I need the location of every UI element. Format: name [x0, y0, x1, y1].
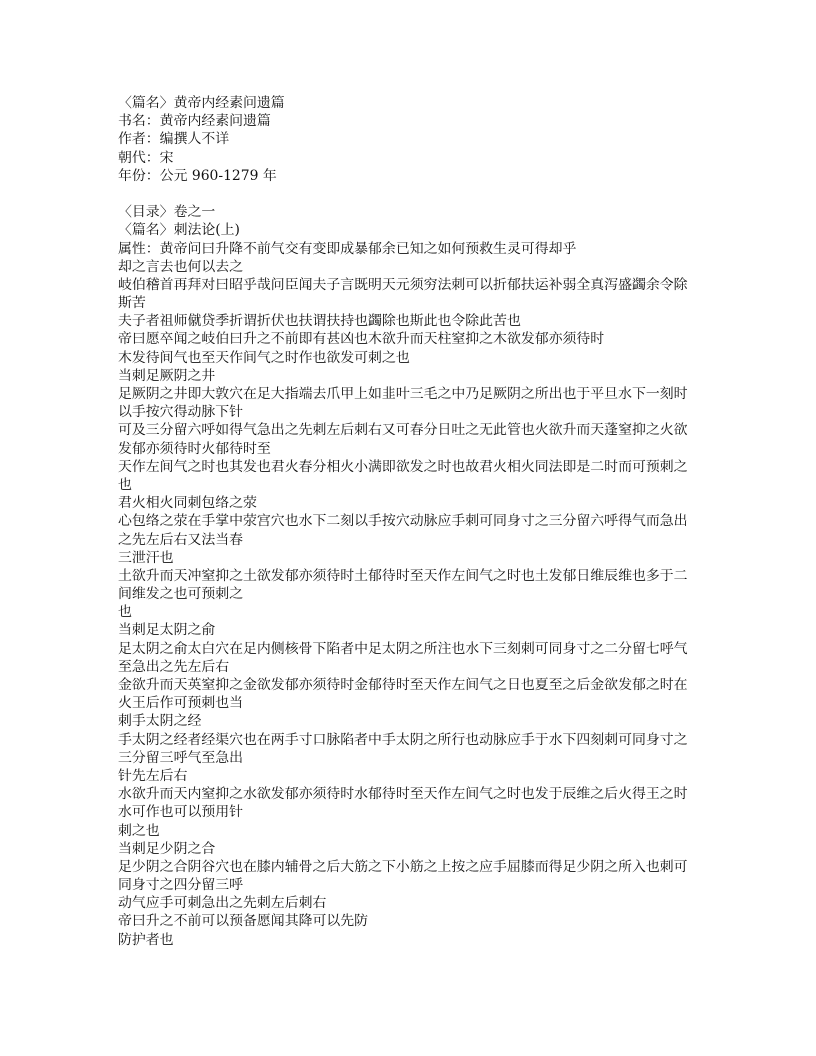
text-line: 以手按穴得动脉下针 [118, 404, 244, 421]
text-line: 斯苦 [118, 295, 146, 312]
text-line: 〈篇名〉刺法论(上) [118, 222, 240, 239]
header-line: 作者：编撰人不详 [118, 131, 230, 148]
text-line: 也 [118, 604, 132, 621]
text-line: 发郁亦须待时火郁待时至 [118, 440, 271, 457]
text-line: 足厥阴之井即大敦穴在足大指端去爪甲上如韭叶三毛之中乃足厥阴之所出也于平旦水下一刻时 [118, 386, 688, 402]
text-line: 当刺足少阴之合 [118, 840, 216, 857]
text-line: 刺之也 [118, 822, 160, 839]
text-line: 至急出之先左后右 [118, 658, 230, 675]
text-line: 当刺足太阴之俞 [118, 622, 216, 639]
text-line: 防护者也 [118, 931, 174, 948]
blank-line [118, 185, 718, 203]
text-line: 金欲升而天英窒抑之金欲发郁亦须待时金郁待时至天作左间气之日也夏至之后金欲发郁之时在 [118, 677, 688, 693]
text-line: 同身寸之四分留三呼 [118, 877, 244, 894]
text-line: 属性：黄帝问曰升降不前气交有变即成暴郁余已知之如何预救生灵可得却乎 [118, 240, 577, 257]
header-line: 朝代：宋 [118, 149, 174, 166]
text-line: 间维发之也可预刺之 [118, 586, 244, 603]
text-line: 水可作也可以预用针 [118, 804, 244, 821]
header-line: 〈篇名〉黄帝内经素问遗篇 [118, 95, 285, 111]
document-header [118, 94, 718, 185]
text-line: 也 [118, 476, 132, 493]
text-line: 天作左间气之时也其发也君火春分相火小满即欲发之时也故君火相火同法即是二时而可预刺之 [118, 458, 688, 475]
text-line: 心包络之荥在手掌中荥宫穴也水下二刻以手按穴动脉应手刺可同身寸之三分留六呼得气而急出 [118, 513, 688, 530]
text-line: 夫子者祖师僦贷季折谓折伏也扶谓扶持也蠲除也斯此也令除此苦也 [118, 313, 521, 330]
text-line: 三分留三呼气至急出 [118, 749, 244, 766]
text-line: 却之言去也何以去之 [118, 258, 244, 275]
header-line: 书名：黄帝内经素问遗篇 [118, 113, 271, 130]
document-page [118, 94, 718, 949]
text-line: 〈目录〉卷之一 [118, 204, 216, 221]
text-line: 针先左后右 [118, 767, 188, 784]
text-line: 可及三分留六呼如得气急出之先刺左后刺右又可春分日吐之无此管也火欲升而天蓬窒抑之火欲 [118, 422, 688, 439]
text-line: 火王后作可预刺也当 [118, 695, 244, 712]
text-line: 刺手太阴之经 [118, 713, 202, 730]
text-line: 帝曰升之不前可以预备愿闻其降可以先防 [118, 913, 369, 930]
text-line: 动气应手可刺急出之先刺左后刺右 [118, 895, 327, 912]
header-line: 年份：公元 960-1279 年 [118, 167, 277, 184]
text-line: 土欲升而天冲窒抑之土欲发郁亦须待时土郁待时至天作左间气之时也土发郁日维辰维也多于二 [118, 567, 688, 584]
text-line: 三泄汗也 [118, 549, 174, 566]
text-line: 木发待间气也至天作间气之时作也欲发可刺之也 [118, 349, 410, 366]
text-line: 水欲升而天内窒抑之水欲发郁亦须待时水郁待时至天作左间气之时也发于辰维之后火得王之时 [118, 786, 688, 803]
text-line: 足太阴之俞太白穴在足内侧核骨下陷者中足太阴之所注也水下三刻刺可同身寸之二分留七呼气 [118, 640, 688, 657]
text-line: 岐伯稽首再拜对曰昭乎哉问臣闻夫子言既明天元须穷法刺可以折郁扶运补弱全真泻盛蠲余令除 [118, 276, 688, 293]
text-line: 当刺足厥阴之井 [118, 367, 216, 384]
document-body [118, 203, 718, 949]
text-line: 君火相火同刺包络之荥 [118, 495, 257, 512]
text-line: 手太阴之经者经渠穴也在两手寸口脉陷者中手太阴之所行也动脉应手于水下四刻刺可同身寸之 [118, 731, 688, 748]
text-line: 帝曰愿卒闻之岐伯曰升之不前即有甚凶也木欲升而天柱窒抑之木欲发郁亦须待时 [118, 331, 605, 348]
text-line: 之先左后右又法当春 [118, 531, 244, 548]
text-line: 足少阴之合阴谷穴也在膝内辅骨之后大筋之下小筋之上按之应手屈膝而得足少阴之所入也刺可 [118, 858, 688, 875]
